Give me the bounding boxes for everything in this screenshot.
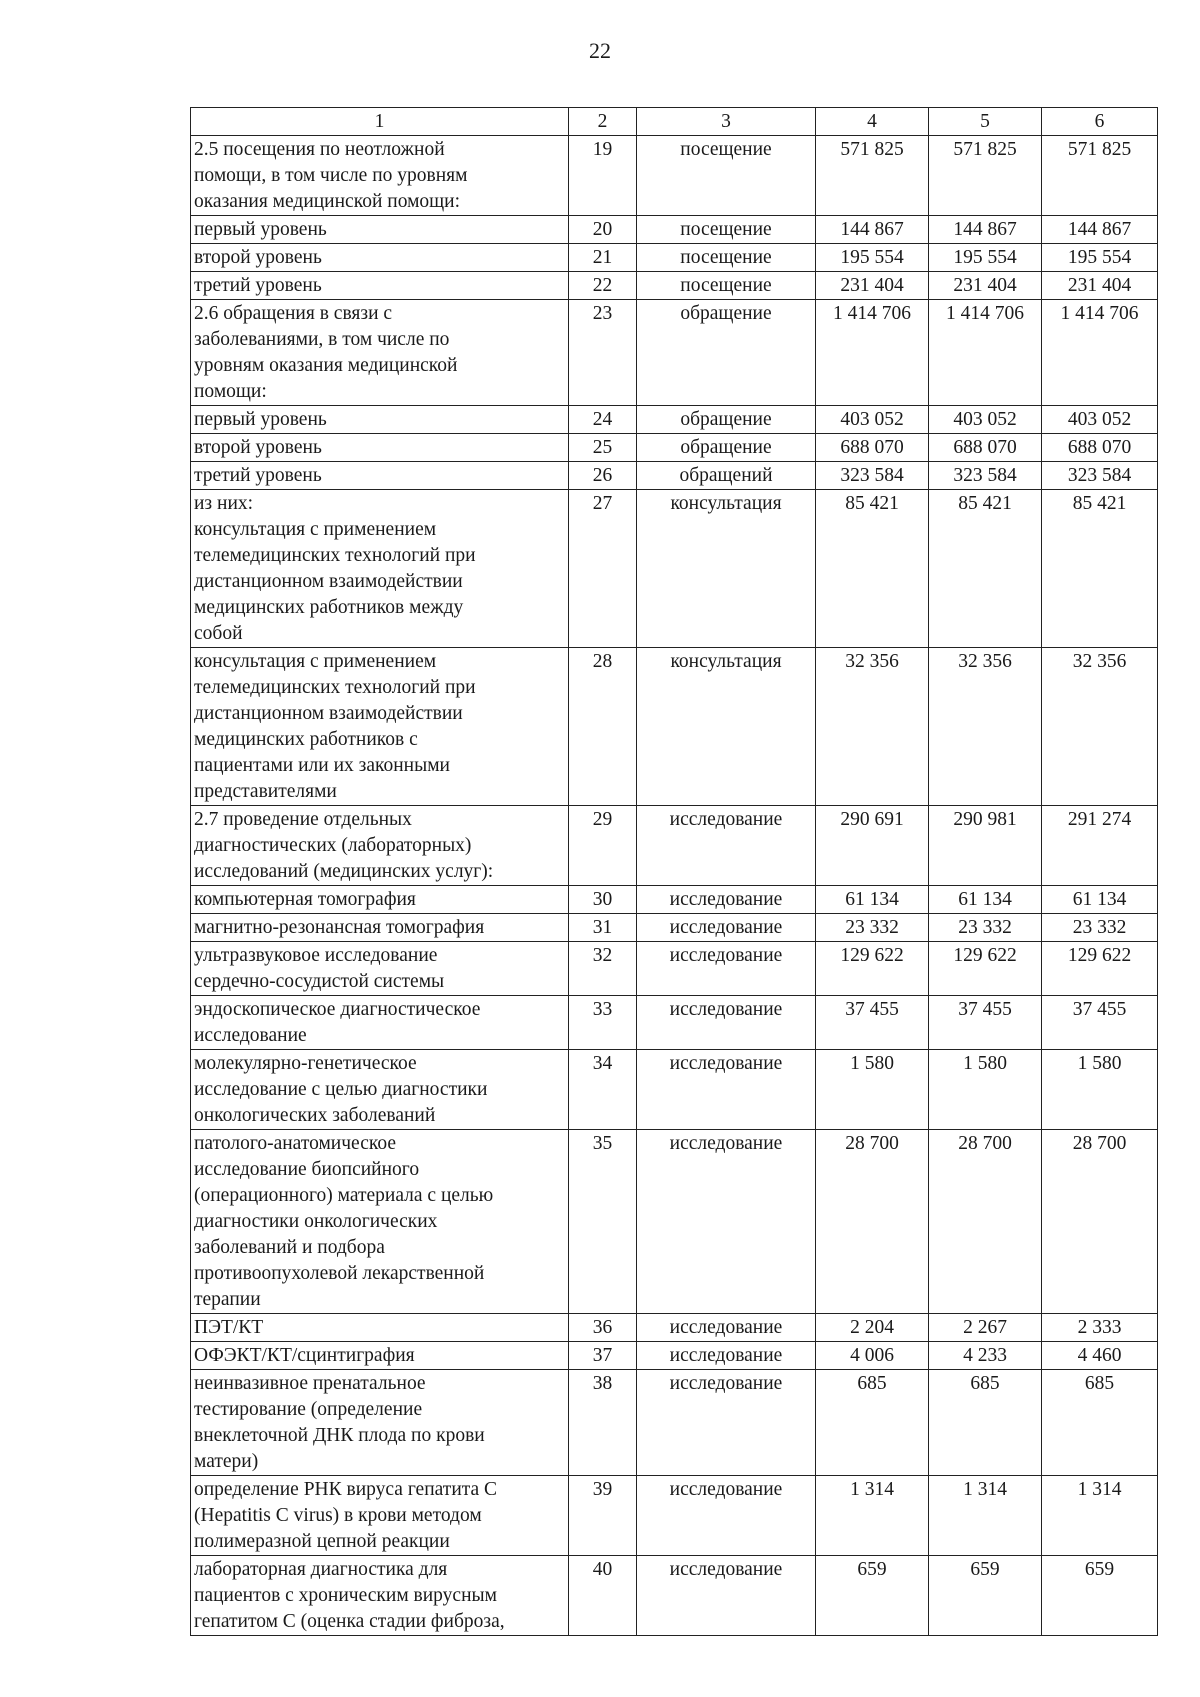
unit-cell-text: обращение — [680, 409, 772, 430]
row-name-cell-text: третий уровень — [194, 465, 322, 486]
value-cell — [816, 648, 929, 806]
value-cell — [1042, 942, 1158, 996]
unit-cell-text: исследование — [669, 809, 783, 830]
row-number-cell — [569, 886, 637, 914]
value-cell — [929, 434, 1042, 462]
row-name-cell — [191, 1476, 569, 1556]
value-cell-text: 28 700 — [845, 1133, 899, 1154]
value-cell-text: 323 584 — [1067, 465, 1132, 486]
value-cell — [929, 806, 1042, 886]
value-cell — [1042, 1130, 1158, 1314]
value-cell-text: 688 070 — [840, 437, 904, 458]
value-cell-text: 195 554 — [953, 247, 1017, 268]
value-cell-text: 37 455 — [845, 999, 899, 1020]
row-number-cell-text: 33 — [592, 999, 613, 1020]
value-cell-text: 688 070 — [953, 437, 1017, 458]
unit-cell-text: посещение — [680, 139, 772, 160]
unit-cell — [637, 216, 816, 244]
value-cell-text: 144 867 — [953, 219, 1017, 240]
value-cell-text: 1 314 — [963, 1479, 1007, 1500]
table-row — [191, 490, 1158, 648]
row-name-cell — [191, 272, 569, 300]
row-name-cell — [191, 806, 569, 886]
table-row — [191, 434, 1158, 462]
data-table — [190, 107, 1158, 1636]
unit-cell-text: обращений — [679, 465, 773, 486]
unit-cell — [637, 1476, 816, 1556]
value-cell-text: 403 052 — [1067, 409, 1132, 430]
table-row — [191, 1476, 1158, 1556]
value-cell — [929, 1556, 1042, 1636]
unit-cell-text: исследование — [669, 889, 783, 910]
row-name-cell-text: второй уровень — [194, 247, 322, 268]
unit-cell — [637, 806, 816, 886]
value-cell — [816, 244, 929, 272]
value-cell-text: 85 421 — [845, 493, 899, 514]
value-cell — [816, 996, 929, 1050]
value-cell — [929, 1342, 1042, 1370]
unit-cell — [637, 1130, 816, 1314]
value-cell — [1042, 1342, 1158, 1370]
value-cell-text: 688 070 — [1067, 437, 1132, 458]
table-row — [191, 300, 1158, 406]
value-cell — [929, 406, 1042, 434]
row-name-cell — [191, 1370, 569, 1476]
value-cell — [929, 648, 1042, 806]
row-number-cell-text: 19 — [592, 139, 613, 160]
value-cell-text: 195 554 — [1067, 247, 1132, 268]
unit-cell-text: исследование — [669, 1133, 783, 1154]
row-number-cell — [569, 806, 637, 886]
row-name-cell — [191, 136, 569, 216]
row-number-cell — [569, 244, 637, 272]
value-cell — [929, 300, 1042, 406]
row-number-cell-text: 23 — [592, 303, 613, 324]
column-header: 1 — [191, 108, 569, 136]
row-number-cell-text: 20 — [592, 219, 613, 240]
value-cell — [816, 490, 929, 648]
table-row — [191, 1370, 1158, 1476]
row-number-cell — [569, 942, 637, 996]
table-row — [191, 1050, 1158, 1130]
value-cell-text: 23 332 — [1072, 917, 1127, 938]
value-cell — [816, 1342, 929, 1370]
value-cell-text: 1 414 706 — [833, 303, 911, 324]
row-name-cell-text: неинвазивное пренатальное тестирование (определение внеклеточной ДНК плода по крови матери) — [194, 1373, 485, 1472]
value-cell-text: 231 404 — [953, 275, 1017, 296]
row-name-cell — [191, 462, 569, 490]
value-cell-text: 2 267 — [963, 1317, 1007, 1338]
row-number-cell-text: 30 — [592, 889, 613, 910]
value-cell — [1042, 434, 1158, 462]
value-cell — [816, 886, 929, 914]
unit-cell-text: исследование — [669, 999, 783, 1020]
unit-cell-text: консультация — [670, 651, 782, 672]
table-row — [191, 136, 1158, 216]
value-cell — [1042, 490, 1158, 648]
table-row — [191, 1130, 1158, 1314]
value-cell-text: 571 825 — [840, 139, 904, 160]
unit-cell — [637, 648, 816, 806]
row-name-cell-text: второй уровень — [194, 437, 322, 458]
unit-cell-text: исследование — [669, 917, 783, 938]
unit-cell-text: посещение — [680, 275, 772, 296]
value-cell-text: 659 — [857, 1559, 887, 1580]
unit-cell-text: обращение — [680, 437, 772, 458]
row-number-cell — [569, 1050, 637, 1130]
value-cell — [1042, 136, 1158, 216]
unit-cell-text: исследование — [669, 1373, 783, 1394]
unit-cell-text: посещение — [680, 219, 772, 240]
unit-cell — [637, 300, 816, 406]
row-name-cell — [191, 942, 569, 996]
value-cell — [929, 1130, 1042, 1314]
column-header: 6 — [1042, 108, 1158, 136]
value-cell — [1042, 272, 1158, 300]
value-cell — [816, 1556, 929, 1636]
value-cell — [929, 272, 1042, 300]
value-cell-text: 685 — [1084, 1373, 1115, 1394]
value-cell-text: 85 421 — [958, 493, 1012, 514]
row-number-cell-text: 34 — [592, 1053, 613, 1074]
row-number-cell — [569, 406, 637, 434]
value-cell — [816, 1314, 929, 1342]
value-cell-text: 659 — [1084, 1559, 1115, 1580]
value-cell-text: 290 981 — [953, 809, 1017, 830]
unit-cell — [637, 434, 816, 462]
table-row — [191, 272, 1158, 300]
value-cell-text: 2 204 — [850, 1317, 894, 1338]
row-number-cell-text: 31 — [592, 917, 613, 938]
unit-cell-text: посещение — [680, 247, 772, 268]
row-number-cell — [569, 490, 637, 648]
value-cell-text: 403 052 — [840, 409, 904, 430]
unit-cell — [637, 942, 816, 996]
value-cell — [1042, 406, 1158, 434]
value-cell-text: 129 622 — [1067, 945, 1132, 966]
row-number-cell — [569, 216, 637, 244]
row-number-cell-text: 22 — [592, 275, 613, 296]
row-name-cell — [191, 490, 569, 648]
column-header: 2 — [569, 108, 637, 136]
row-number-cell — [569, 300, 637, 406]
row-name-cell-text: 2.5 посещения по неотложной помощи, в том числе по уровням оказания медицинской помощи: — [194, 139, 468, 212]
value-cell — [929, 914, 1042, 942]
value-cell-text: 231 404 — [840, 275, 904, 296]
value-cell — [816, 300, 929, 406]
value-cell — [929, 216, 1042, 244]
value-cell-text: 61 134 — [958, 889, 1012, 910]
value-cell-text: 37 455 — [958, 999, 1012, 1020]
unit-cell — [637, 886, 816, 914]
value-cell-text: 144 867 — [1067, 219, 1132, 240]
unit-cell — [637, 462, 816, 490]
row-name-cell-text: эндоскопическое диагностическое исследование — [194, 999, 481, 1046]
row-name-cell — [191, 914, 569, 942]
unit-cell — [637, 1342, 816, 1370]
value-cell-text: 685 — [857, 1373, 887, 1394]
unit-cell — [637, 1314, 816, 1342]
row-name-cell-text: из них: консультация с применением телемедицинских технологий при дистанционном взаимодействии медицинских работников между собой — [194, 493, 476, 644]
value-cell — [1042, 300, 1158, 406]
table-row — [191, 914, 1158, 942]
row-name-cell — [191, 886, 569, 914]
table-row — [191, 648, 1158, 806]
value-cell-text: 28 700 — [958, 1133, 1012, 1154]
row-number-cell — [569, 914, 637, 942]
row-name-cell-text: консультация с применением телемедицинских технологий при дистанционном взаимодействии медицинских работников с пациентами или их законными представителями — [194, 651, 476, 802]
value-cell-text: 4 006 — [850, 1345, 894, 1366]
value-cell — [816, 914, 929, 942]
value-cell — [1042, 1314, 1158, 1342]
row-number-cell-text: 36 — [592, 1317, 613, 1338]
page-number: 22 — [589, 38, 611, 63]
value-cell-text: 291 274 — [1067, 809, 1132, 830]
value-cell — [816, 942, 929, 996]
row-name-cell — [191, 1050, 569, 1130]
unit-cell — [637, 136, 816, 216]
value-cell — [1042, 1370, 1158, 1476]
table-row — [191, 886, 1158, 914]
row-number-cell-text: 25 — [592, 437, 613, 458]
value-cell — [1042, 462, 1158, 490]
value-cell-text: 323 584 — [953, 465, 1017, 486]
row-number-cell-text: 35 — [592, 1133, 613, 1154]
row-name-cell — [191, 300, 569, 406]
row-name-cell-text: 2.6 обращения в связи с заболеваниями, в том числе по уровням оказания медицинской помощи: — [194, 303, 458, 402]
row-number-cell — [569, 434, 637, 462]
value-cell-text: 2 333 — [1077, 1317, 1122, 1338]
value-cell-text: 23 332 — [845, 917, 899, 938]
row-name-cell-text: ОФЭКТ/КТ/сцинтиграфия — [194, 1345, 415, 1366]
row-number-cell-text: 40 — [592, 1559, 613, 1580]
unit-cell-text: исследование — [669, 1053, 783, 1074]
table-row — [191, 244, 1158, 272]
unit-cell — [637, 272, 816, 300]
row-number-cell — [569, 1342, 637, 1370]
row-number-cell-text: 38 — [592, 1373, 613, 1394]
unit-cell — [637, 914, 816, 942]
value-cell — [816, 216, 929, 244]
value-cell-text: 403 052 — [953, 409, 1017, 430]
row-name-cell-text: первый уровень — [194, 409, 327, 430]
value-cell — [816, 1370, 929, 1476]
row-number-cell — [569, 648, 637, 806]
value-cell — [816, 462, 929, 490]
row-name-cell-text: третий уровень — [194, 275, 322, 296]
row-number-cell-text: 29 — [592, 809, 613, 830]
value-cell — [816, 136, 929, 216]
value-cell — [929, 136, 1042, 216]
row-number-cell — [569, 1130, 637, 1314]
unit-cell — [637, 996, 816, 1050]
value-cell-text: 28 700 — [1072, 1133, 1127, 1154]
value-cell-text: 32 356 — [845, 651, 899, 672]
row-number-cell-text: 24 — [592, 409, 613, 430]
value-cell — [816, 1050, 929, 1130]
row-name-cell-text: лабораторная диагностика для пациентов с хроническим вирусным гепатитом С (оценка стадии фиброза, — [194, 1559, 505, 1632]
unit-cell — [637, 406, 816, 434]
row-number-cell — [569, 136, 637, 216]
row-number-cell-text: 37 — [592, 1345, 613, 1366]
unit-cell-text: исследование — [669, 1479, 783, 1500]
value-cell — [929, 996, 1042, 1050]
row-number-cell-text: 39 — [592, 1479, 613, 1500]
value-cell — [929, 244, 1042, 272]
column-header: 5 — [929, 108, 1042, 136]
value-cell-text: 1 580 — [850, 1053, 894, 1074]
value-cell-text: 23 332 — [958, 917, 1012, 938]
row-name-cell — [191, 1556, 569, 1636]
value-cell — [929, 942, 1042, 996]
unit-cell — [637, 244, 816, 272]
value-cell — [929, 1476, 1042, 1556]
value-cell — [929, 886, 1042, 914]
value-cell — [1042, 914, 1158, 942]
value-cell-text: 1 314 — [850, 1479, 894, 1500]
value-cell — [929, 462, 1042, 490]
row-name-cell-text: патолого-анатомическое исследование биопсийного (операционного) материала с целью диагностики онкологических заболеваний и подбора противоопухолевой лекарственной терапии — [194, 1133, 494, 1310]
column-header: 4 — [816, 108, 929, 136]
row-name-cell-text: ультразвуковое исследование сердечно-сосудистой системы — [194, 945, 445, 992]
value-cell-text: 32 356 — [1072, 651, 1127, 672]
row-name-cell — [191, 434, 569, 462]
value-cell — [816, 806, 929, 886]
table-row — [191, 462, 1158, 490]
value-cell — [929, 1314, 1042, 1342]
value-cell-text: 231 404 — [1067, 275, 1132, 296]
row-name-cell — [191, 244, 569, 272]
value-cell — [816, 272, 929, 300]
row-number-cell-text: 26 — [592, 465, 613, 486]
value-cell-text: 1 580 — [1077, 1053, 1122, 1074]
row-name-cell — [191, 1314, 569, 1342]
table-row — [191, 996, 1158, 1050]
value-cell — [1042, 806, 1158, 886]
row-number-cell — [569, 996, 637, 1050]
unit-cell — [637, 490, 816, 648]
value-cell — [1042, 996, 1158, 1050]
value-cell-text: 571 825 — [1067, 139, 1132, 160]
value-cell — [1042, 1476, 1158, 1556]
row-name-cell-text: компьютерная томография — [194, 889, 416, 910]
value-cell-text: 61 134 — [1072, 889, 1127, 910]
table-row — [191, 1342, 1158, 1370]
table-row — [191, 406, 1158, 434]
value-cell-text: 85 421 — [1072, 493, 1127, 514]
value-cell-text: 571 825 — [953, 139, 1017, 160]
value-cell — [816, 434, 929, 462]
value-cell-text: 4 233 — [963, 1345, 1007, 1366]
value-cell — [929, 1370, 1042, 1476]
value-cell — [816, 1476, 929, 1556]
column-header: 3 — [637, 108, 816, 136]
value-cell — [1042, 1556, 1158, 1636]
value-cell — [1042, 1050, 1158, 1130]
value-cell-text: 659 — [970, 1559, 1000, 1580]
value-cell-text: 195 554 — [840, 247, 904, 268]
unit-cell-text: исследование — [669, 1345, 783, 1366]
value-cell — [929, 1050, 1042, 1130]
row-number-cell-text: 32 — [592, 945, 613, 966]
row-number-cell — [569, 1476, 637, 1556]
unit-cell-text: исследование — [669, 1317, 783, 1338]
value-cell — [1042, 648, 1158, 806]
value-cell — [816, 1130, 929, 1314]
value-cell-text: 323 584 — [840, 465, 904, 486]
row-number-cell — [569, 1370, 637, 1476]
value-cell-text: 144 867 — [840, 219, 904, 240]
row-name-cell — [191, 406, 569, 434]
row-number-cell — [569, 272, 637, 300]
value-cell — [1042, 244, 1158, 272]
row-name-cell — [191, 1130, 569, 1314]
value-cell-text: 61 134 — [845, 889, 899, 910]
header-row — [191, 108, 1158, 136]
row-name-cell — [191, 1342, 569, 1370]
unit-cell — [637, 1556, 816, 1636]
value-cell-text: 1 414 706 — [946, 303, 1024, 324]
row-number-cell — [569, 1556, 637, 1636]
row-name-cell-text: первый уровень — [194, 219, 327, 240]
unit-cell — [637, 1370, 816, 1476]
row-name-cell-text: ПЭТ/КТ — [194, 1317, 264, 1338]
row-number-cell-text: 28 — [592, 651, 613, 672]
unit-cell-text: обращение — [680, 303, 772, 324]
value-cell-text: 290 691 — [840, 809, 904, 830]
row-number-cell — [569, 1314, 637, 1342]
row-name-cell — [191, 648, 569, 806]
table-row — [191, 806, 1158, 886]
unit-cell-text: консультация — [670, 493, 782, 514]
value-cell — [1042, 216, 1158, 244]
value-cell-text: 1 580 — [963, 1053, 1007, 1074]
table-row — [191, 1556, 1158, 1636]
unit-cell-text: исследование — [669, 945, 783, 966]
row-name-cell-text: 2.7 проведение отдельных диагностических (лабораторных) исследований (медицинских услуг): — [194, 809, 494, 882]
value-cell-text: 129 622 — [953, 945, 1017, 966]
row-name-cell-text: магнитно-резонансная томография — [194, 917, 485, 938]
value-cell-text: 37 455 — [1072, 999, 1127, 1020]
value-cell-text: 1 314 — [1077, 1479, 1122, 1500]
unit-cell — [637, 1050, 816, 1130]
value-cell — [816, 406, 929, 434]
row-name-cell — [191, 996, 569, 1050]
row-number-cell-text: 21 — [592, 247, 613, 268]
value-cell — [929, 490, 1042, 648]
value-cell — [1042, 886, 1158, 914]
unit-cell-text: исследование — [669, 1559, 783, 1580]
value-cell-text: 129 622 — [840, 945, 904, 966]
row-number-cell — [569, 462, 637, 490]
value-cell-text: 685 — [970, 1373, 1000, 1394]
row-name-cell-text: определение РНК вируса гепатита С (Hepatitis C virus) в крови методом полимеразной цепной реакции — [194, 1479, 498, 1552]
row-number-cell-text: 27 — [592, 493, 613, 514]
value-cell-text: 1 414 706 — [1060, 303, 1139, 324]
value-cell-text: 32 356 — [958, 651, 1012, 672]
table-row — [191, 1314, 1158, 1342]
table-row — [191, 216, 1158, 244]
row-name-cell-text: молекулярно-генетическое исследование с целью диагностики онкологических заболеваний — [194, 1053, 488, 1126]
table-row — [191, 942, 1158, 996]
value-cell-text: 4 460 — [1077, 1345, 1122, 1366]
row-name-cell — [191, 216, 569, 244]
